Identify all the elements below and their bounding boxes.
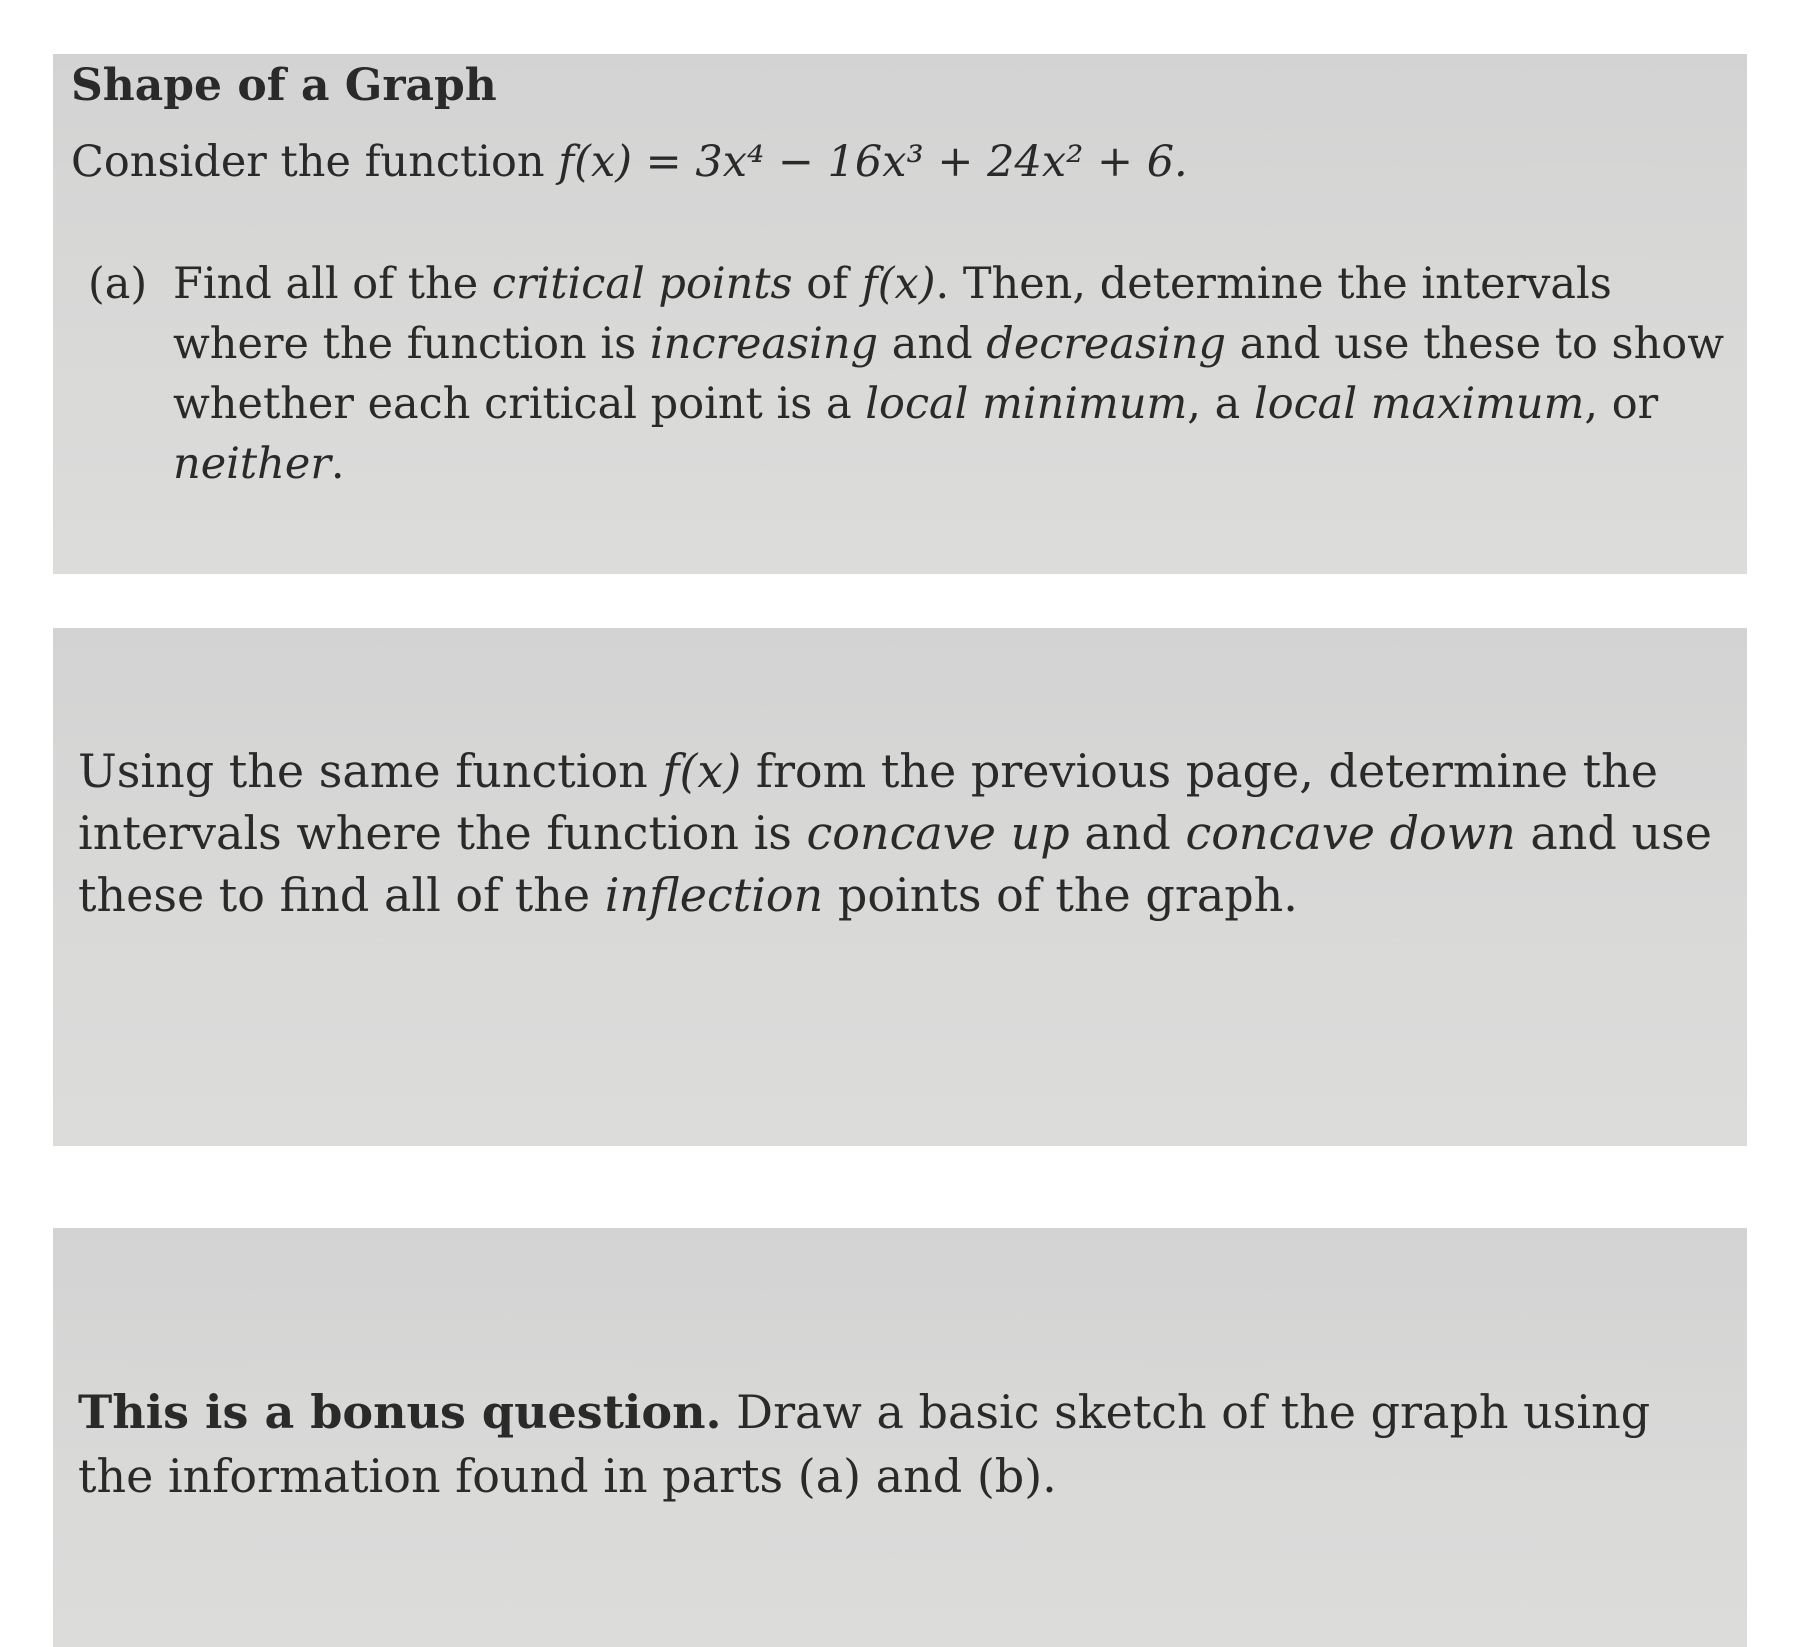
bonus-lead: This is a bonus question. [78,1385,722,1439]
statement-prefix: Consider the function [71,137,545,187]
part-a-line [173,314,1724,374]
text-run: Using the same function [78,744,663,798]
emphasis-run: concave up [806,806,1070,860]
part-a-body [173,254,1724,494]
text-run: and use these to show [1226,319,1724,369]
text-run: whether each critical point is a [173,379,866,429]
emphasis-run: critical points [491,259,793,309]
text-run: . Then, determine the intervals [935,259,1612,309]
text-run: and [878,319,987,369]
text-run: these to find all of the [78,868,605,922]
part-a-line [173,434,1688,494]
text-run: and [1069,806,1186,860]
function-statement [71,132,1188,192]
question-panel-b [53,628,1747,1146]
math-run: f(x) [861,259,936,309]
text-run: and use [1515,806,1712,860]
question-panel-bonus [53,1228,1747,1647]
part-b-line [78,740,1712,802]
text-run: where the function is [173,319,650,369]
part-a-line [173,374,1688,434]
part-b-paragraph [78,740,1712,926]
emphasis-run: inflection [604,868,824,922]
text-run: from the previous page, determine the [741,744,1659,798]
text-run: of [792,259,862,309]
emphasis-run: increasing [649,319,879,369]
text-run: . [330,439,345,489]
emphasis-run: concave down [1185,806,1516,860]
function-expression: f(x) = 3x⁴ − 16x³ + 24x² + 6. [558,137,1188,187]
text-run: points of the graph. [823,868,1298,922]
text-run: Find all of the [173,259,492,309]
emphasis-run: decreasing [986,319,1227,369]
part-b-line [78,864,1712,926]
part-a-line [173,254,1688,314]
part-b-line [78,802,1712,864]
emphasis-run: local maximum [1253,379,1585,429]
part-a-label: (a) [88,259,148,309]
math-run: f(x) [662,744,742,798]
question-panel-a [53,54,1747,574]
part-a [88,254,1724,494]
section-title: Shape of a Graph [71,60,497,111]
bonus-line: the information found in parts (a) and (b). [78,1449,1057,1503]
bonus-paragraph [78,1380,1650,1508]
text-run: , or [1584,379,1659,429]
emphasis-run: neither [173,439,331,489]
text-run: intervals where the function is [78,806,807,860]
text-run: , a [1187,379,1254,429]
text-run: Draw a basic sketch of the graph using [721,1385,1651,1439]
bonus-line [78,1380,1650,1444]
emphasis-run: local minimum [865,379,1188,429]
